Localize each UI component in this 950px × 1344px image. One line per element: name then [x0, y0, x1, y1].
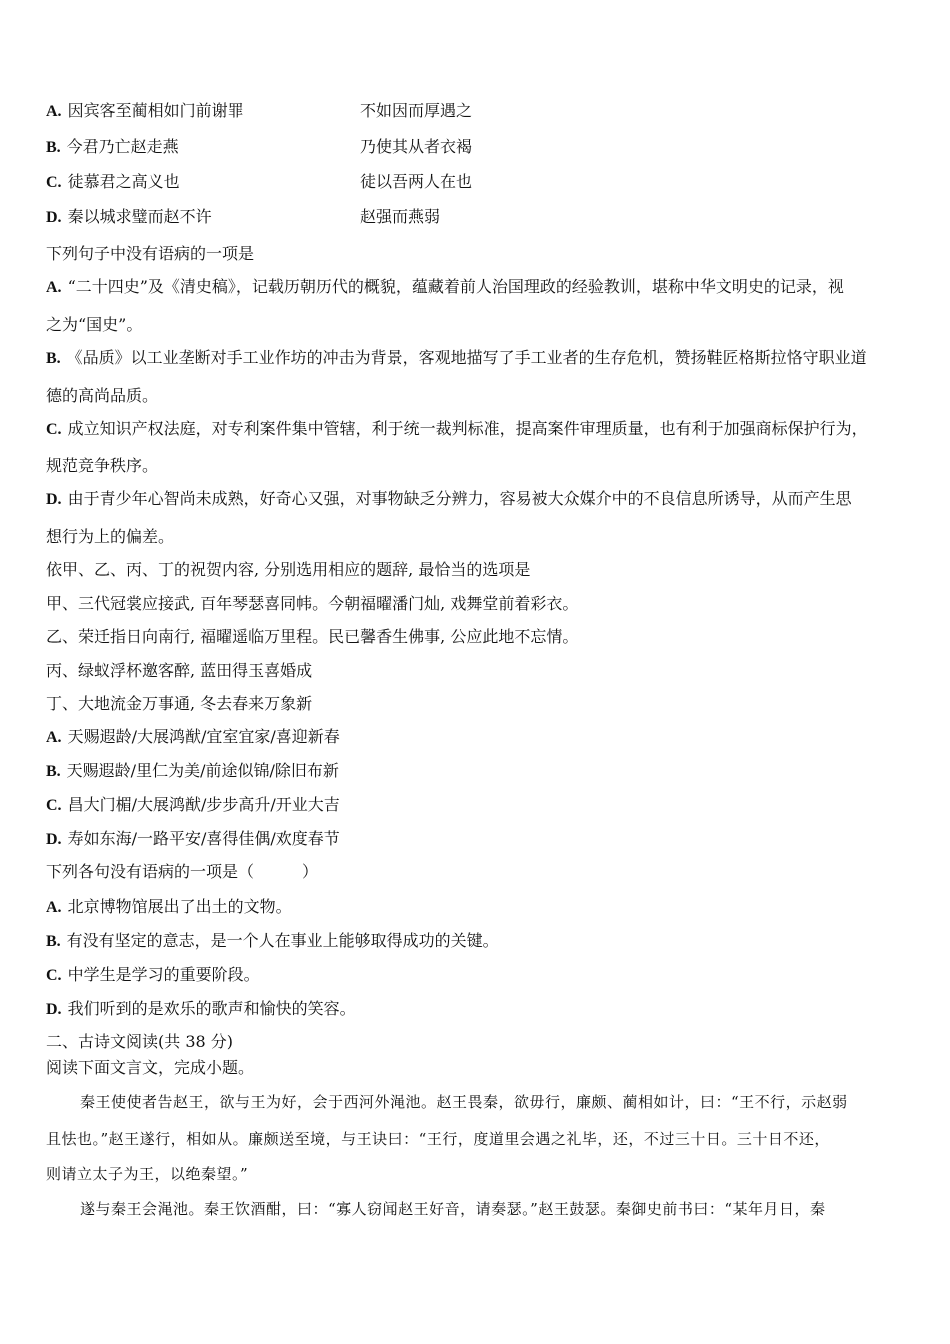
question-stem: 依甲、乙、丙、丁的祝贺内容, 分别选用相应的题辞, 最恰当的选项是 — [46, 560, 531, 579]
option-a-line1: A. “二十四史”及《清史稿》，记载历朝历代的概貌，蕴藏着前人治国理政的经验教训，堪称中华文明史的记录，视 — [46, 277, 844, 296]
option-a-line2: 之为“国史”。 — [46, 315, 143, 334]
passage-line: 则请立太子为王，以绝秦望。” — [46, 1165, 249, 1183]
option-c-line2: 规范竞争秩序。 — [46, 456, 159, 475]
inscription-item: 乙、荣迁指日向南行, 福曜遥临万里程。民已馨香生佛事, 公应此地不忘情。 — [46, 627, 579, 646]
option-b: B. 天赐遐龄/里仁为美/前途似锦/除旧布新 — [46, 761, 339, 780]
option-d-line2: 想行为上的偏差。 — [46, 527, 175, 546]
option-d-right: 赵强而燕弱 — [360, 207, 441, 226]
option-b-line1: B. 《品质》以工业垄断对手工业作坊的冲击为背景，客观地描写了手工业者的生存危机，赞扬鞋匠格斯拉恪守职业道 — [46, 348, 867, 367]
option-c: C. 中学生是学习的重要阶段。 — [46, 965, 260, 984]
option-a-left: A. 因宾客至蔺相如门前谢罪 — [46, 101, 244, 120]
inscription-item: 甲、三代冠裳应接武, 百年琴瑟喜同帏。今朝福曜潘门灿, 戏舞堂前着彩衣。 — [46, 594, 579, 613]
option-d-line1: D. 由于青少年心智尚未成熟，好奇心又强，对事物缺乏分辨力，容易被大众媒介中的不良信息所诱导，从而产生思 — [46, 489, 852, 508]
option-c-left: C. 徒慕君之高义也 — [46, 172, 180, 191]
option-d: D. 寿如东海/一路平安/喜得佳偶/欢度春节 — [46, 829, 340, 848]
option-c-line1: C. 成立知识产权法庭，对专利案件集中管辖，利于统一裁判标准，提高案件审理质量，也有利于加强商标保护行为， — [46, 419, 868, 438]
section-instruction: 阅读下面文言文，完成小题。 — [46, 1058, 255, 1077]
option-a-right: 不如因而厚遇之 — [360, 101, 473, 120]
option-c-right: 徒以吾两人在也 — [360, 172, 473, 191]
section-heading: 二、古诗文阅读(共 38 分) — [46, 1032, 234, 1051]
inscription-item: 丁、大地流金万事通, 冬去春来万象新 — [46, 694, 313, 713]
option-b-left: B. 今君乃亡赵走燕 — [46, 137, 179, 156]
question-stem: 下列各句没有语病的一项是（ ） — [46, 862, 319, 881]
option-d-left: D. 秦以城求璧而赵不许 — [46, 207, 212, 226]
passage-line: 且怯也。”赵王遂行，相如从。廉颇送至境，与王诀曰：“王行，度道里会遇之礼毕，还，不过三十日。三十日不还， — [46, 1130, 830, 1148]
option-a: A. 北京博物馆展出了出土的文物。 — [46, 897, 292, 916]
option-b: B. 有没有坚定的意志，是一个人在事业上能够取得成功的关键。 — [46, 931, 499, 950]
option-c: C. 昌大门楣/大展鸿猷/步步高升/开业大吉 — [46, 795, 340, 814]
question-stem: 下列句子中没有语病的一项是 — [46, 244, 255, 263]
passage-line: 秦王使使者告赵王，欲与王为好，会于西河外渑池。赵王畏秦，欲毋行，廉颇、蔺相如计，曰：“王不行，示赵弱 — [80, 1093, 848, 1111]
option-a: A. 天赐遐龄/大展鸿猷/宜室宜家/喜迎新春 — [46, 727, 340, 746]
inscription-item: 丙、绿蚁浮杯邀客醉, 蓝田得玉喜婚成 — [46, 661, 313, 680]
option-d: D. 我们听到的是欢乐的歌声和愉快的笑容。 — [46, 999, 356, 1018]
passage-line: 遂与秦王会渑池。秦王饮酒酣，曰：“寡人窃闻赵王好音，请奏瑟。”赵王鼓瑟。秦御史前书曰：“某年月日，秦 — [80, 1200, 826, 1218]
option-b-right: 乃使其从者衣褐 — [360, 137, 473, 156]
option-b-line2: 德的高尚品质。 — [46, 386, 159, 405]
